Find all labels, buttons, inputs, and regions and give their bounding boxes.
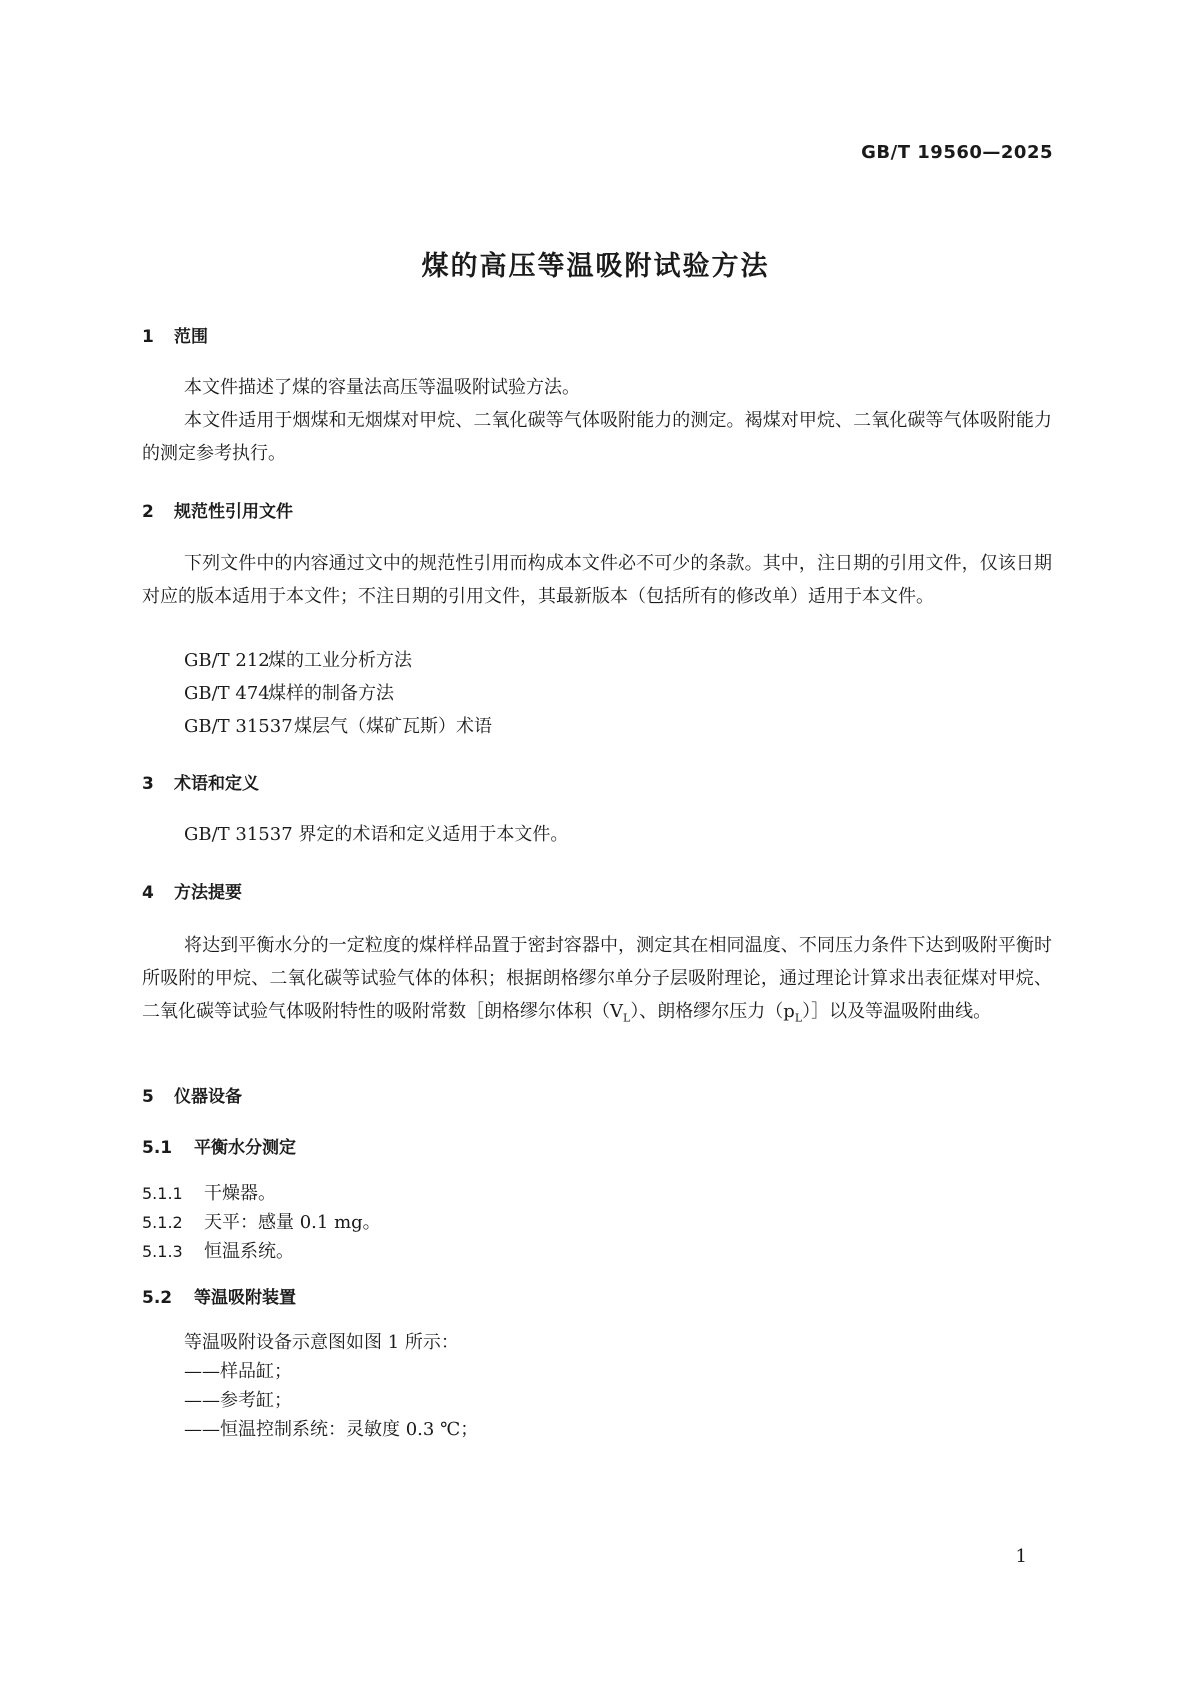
- clause-text: 干燥器。: [204, 1183, 276, 1204]
- clause-text: 天平：感量 0.1 mg。: [204, 1212, 381, 1233]
- section-3-heading: [142, 769, 259, 794]
- clause-5-1-2: [142, 1208, 381, 1234]
- subsection-5-1-heading: [142, 1133, 296, 1158]
- section-title: 方法提要: [174, 883, 242, 903]
- normative-reference: [184, 646, 412, 672]
- section-5-heading: [142, 1082, 242, 1107]
- reference-title: 煤层气（煤矿瓦斯）术语: [294, 716, 492, 737]
- section-title: 规范性引用文件: [174, 502, 293, 522]
- paragraph-text: 将达到平衡水分的一定粒度的煤样样品置于密封容器中，测定其在相同温度、不同压力条件下达到吸附平衡时所吸附的甲烷、二氧化碳等试验气体的体积；根据朗格缪尔单分子层吸附理论，通过理论计算求出表征煤对甲烷、二氧化碳等试验气体吸附特性的吸附常数［朗格缪尔体积（V: [142, 935, 1052, 1022]
- section-number: 2: [142, 502, 154, 522]
- section-title: 术语和定义: [174, 774, 259, 794]
- clause-text: 恒温系统。: [204, 1241, 294, 1262]
- section-2-paragraph-1: 下列文件中的内容通过文中的规范性引用而构成本文件必不可少的条款。其中，注日期的引用文件，仅该日期对应的版本适用于本文件；不注日期的引用文件，其最新版本（包括所有的修改单）适用于本文件。: [142, 553, 1052, 607]
- subsection-title: 平衡水分测定: [194, 1138, 296, 1158]
- document-title: 煤的高压等温吸附试验方法: [421, 251, 770, 282]
- section-1-paragraph-2: 本文件适用于烟煤和无烟煤对甲烷、二氧化碳等气体吸附能力的测定。褐煤对甲烷、二氧化碳等气体吸附能力的测定参考执行。: [142, 410, 1052, 464]
- subsection-5-2-intro: 等温吸附设备示意图如图 1 所示：: [184, 1332, 459, 1353]
- section-3-paragraph-1: GB/T 31537 界定的术语和定义适用于本文件。: [184, 824, 569, 845]
- reference-code: GB/T 31537: [184, 716, 293, 737]
- page-number: 1: [1015, 1546, 1027, 1567]
- reference-code: GB/T 474: [184, 683, 270, 704]
- section-2-heading: [142, 497, 293, 522]
- paragraph-text: ）］以及等温吸附曲线。: [802, 1001, 992, 1022]
- subsection-number: 5.1: [142, 1138, 173, 1158]
- clause-5-1-1: [142, 1179, 276, 1205]
- section-1-heading: [142, 322, 208, 347]
- section-title: 范围: [174, 327, 208, 347]
- section-1-paragraph-1: 本文件描述了煤的容量法高压等温吸附试验方法。: [184, 377, 580, 398]
- section-4-paragraph-1: [142, 929, 1052, 1035]
- section-number: 4: [142, 883, 154, 903]
- list-item: ——恒温控制系统：灵敏度 0.3 ℃；: [184, 1419, 479, 1440]
- clause-number: 5.1.1: [142, 1184, 183, 1203]
- clause-number: 5.1.3: [142, 1242, 183, 1261]
- clause-number: 5.1.2: [142, 1213, 183, 1232]
- section-4-heading: [142, 878, 242, 903]
- subscript: L: [794, 1011, 803, 1025]
- reference-title: 煤的工业分析方法: [268, 650, 412, 671]
- list-item: ——样品缸；: [184, 1361, 292, 1382]
- normative-reference: [184, 712, 492, 738]
- subsection-5-2-heading: [142, 1283, 296, 1308]
- standard-code: GB/T 19560—2025: [861, 142, 1053, 163]
- subsection-number: 5.2: [142, 1288, 173, 1308]
- reference-title: 煤样的制备方法: [268, 683, 394, 704]
- list-item: ——参考缸；: [184, 1390, 292, 1411]
- section-title: 仪器设备: [174, 1087, 242, 1107]
- reference-code: GB/T 212: [184, 650, 270, 671]
- normative-reference: [184, 679, 394, 705]
- subscript: L: [623, 1011, 631, 1025]
- section-number: 1: [142, 327, 154, 347]
- clause-5-1-3: [142, 1237, 294, 1263]
- section-number: 3: [142, 774, 154, 794]
- paragraph-text: ）、朗格缪尔压力（p: [630, 1001, 795, 1022]
- section-number: 5: [142, 1087, 154, 1107]
- subsection-title: 等温吸附装置: [194, 1288, 296, 1308]
